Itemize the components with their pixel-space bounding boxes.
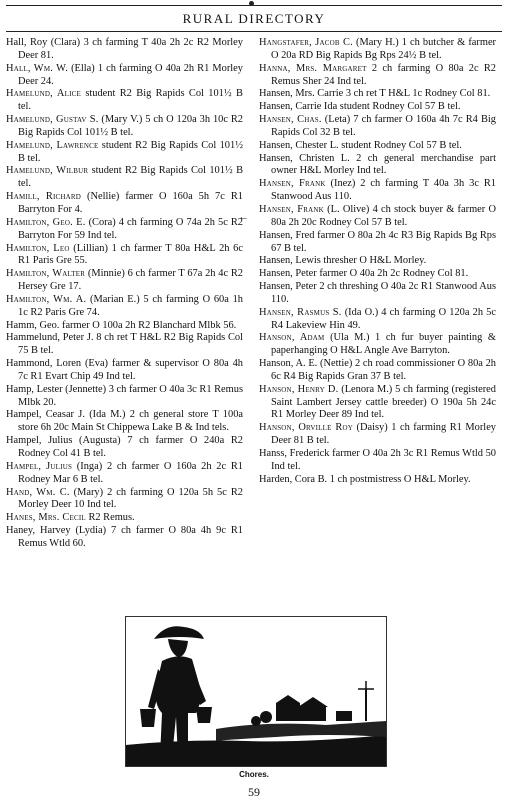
entry-details: 3 ch ret T H&L 1c Rodney Col 81. — [343, 88, 491, 100]
directory-entry — [259, 140, 496, 153]
entry-name: Hansen, Frank — [259, 203, 324, 215]
directory-entry — [6, 294, 243, 320]
chores-illustration — [125, 616, 387, 767]
entry-details: (Mary H.) 1 ch butcher & farmer O 20a RD Big Rapids Bg Rps 24½ B tel. — [271, 37, 497, 61]
entry-name: Hampel, Julius — [6, 460, 73, 472]
directory-entry — [6, 37, 243, 63]
entry-name: Hamilton, Wm. A. — [6, 293, 87, 305]
entry-details: farmer O 80a 2h 4c R3 Big Rapids Bg Rps 67 B tel. — [271, 229, 497, 254]
entry-details: student Rodney Col 57 B tel. — [338, 139, 462, 151]
entry-details: 2 ch threshing O 40a 2c R1 Stanwood Aus 110. — [271, 281, 496, 305]
directory-entry — [259, 37, 496, 63]
entry-name: Hansen, Fred — [259, 229, 315, 241]
entry-name: Hansen, Mrs. Carrie — [259, 88, 344, 100]
directory-entry — [259, 63, 496, 89]
entry-name: Hansen, Frank — [259, 178, 326, 190]
directory-entry — [259, 230, 496, 256]
entry-details: (Inga) 2 ch farmer O 160a 2h 2c R1 Rodney Mar 6 B tel. — [18, 460, 243, 485]
entry-details: (Lenora M.) 5 ch farming (registered Saint Lambert Jersey cattle breeder) O 190a 5h 24c R1 Morley Deer 89 Ind tel. — [271, 383, 496, 421]
directory-entry — [259, 255, 496, 268]
top-rule — [6, 5, 502, 6]
entry-name: Hamp, Lester (Jennette) — [6, 383, 107, 395]
arrow-marker-icon: ← — [238, 211, 249, 223]
left-column — [6, 37, 243, 551]
directory-entry — [259, 101, 496, 114]
directory-entry — [259, 268, 496, 281]
entry-name: Hampel, Julius (Augusta) — [6, 435, 121, 447]
entry-details: 2 ch general merchandise part owner H&L Morley Ind tel. — [271, 152, 496, 177]
entry-name: Hamm, Geo. — [6, 319, 60, 331]
entry-details: student Rodney Col 57 B tel. — [337, 101, 461, 113]
entry-details: (Leta) 7 ch farmer O 160a 4h 7c R4 Big Rapids Col 32 B tel. — [271, 114, 496, 138]
entry-details: farmer & supervisor O 80a 4h 7c R1 Evart Chip 49 Ind tel. — [18, 358, 243, 382]
entry-name: Hansen, Christen L. — [259, 152, 350, 164]
entry-name: Hanson, Adam — [259, 332, 325, 344]
entry-details: 7 ch farmer O 240a R2 Rodney Col 41 B tel. — [18, 435, 243, 459]
page-header: RURAL DIRECTORY — [182, 11, 326, 26]
directory-entry — [6, 88, 243, 114]
entry-details: student R2 Big Rapids Col 101½ B tel. — [18, 88, 243, 113]
directory-entry — [6, 384, 243, 410]
entry-name: Harden, Cora B. — [259, 473, 328, 485]
directory-entry — [259, 448, 496, 474]
right-column — [259, 37, 496, 487]
directory-entry — [6, 332, 243, 358]
directory-entry — [259, 358, 496, 384]
entry-name: Hangstafer, Jacob C. — [259, 37, 353, 48]
entry-name: Hamilton, Geo. E. — [6, 216, 86, 228]
illustration-caption: Chores. — [239, 770, 269, 779]
entry-name: Hansen, Chas. — [259, 114, 322, 126]
entry-name: Hall, Wm. W. — [6, 62, 68, 74]
entry-name: Hanson, Henry D. — [259, 383, 339, 395]
directory-entry — [6, 512, 243, 525]
entry-details: student R2 Big Rapids Col 101½ B tel. — [18, 165, 243, 190]
directory-entry — [6, 165, 243, 191]
entry-details: (Daisy) 1 ch farming R1 Morley Deer 81 B tel. — [271, 422, 496, 447]
entry-name: Hamelund, Lawrence — [6, 139, 99, 151]
directory-entry — [259, 281, 496, 307]
top-bullet-ornament — [249, 1, 254, 6]
entry-name: Hamilton, Walter — [6, 268, 86, 280]
directory-entry — [259, 153, 496, 179]
directory-entry — [6, 63, 243, 89]
directory-entry — [6, 409, 243, 435]
entry-name: Hansen, Peter — [259, 281, 317, 293]
entry-details: farmer O 100a 2h R2 Blanchard Mlbk 56. — [59, 319, 237, 331]
directory-entry — [259, 422, 496, 448]
directory-entry — [6, 268, 243, 294]
entry-name: Hand, Wm. C. — [6, 486, 70, 498]
directory-entry — [6, 320, 243, 333]
directory-entry — [6, 243, 243, 269]
entry-details: (Mary V.) 5 ch O 120a 3h 10c R2 Big Rapids Col 101½ B tel. — [18, 114, 243, 138]
entry-details: (Ula M.) 1 ch fur buyer painting & paperhanging O H&L Angle Ave Barryton. — [271, 332, 496, 357]
entry-name: Hanna, Mrs. Margaret — [259, 62, 367, 74]
entry-name: Hampel, Ceasar J. — [6, 409, 85, 421]
entry-name: Hansen, Rasmus S. — [259, 306, 342, 318]
entry-details: (Cora) 4 ch farming O 74a 2h 5c R2 Barryton For 59 Ind tel. — [18, 216, 243, 241]
entry-details: (Ida M.) 2 ch general store T 100a store 6h 20c Main St Chippewa Lake B & Ind tels. — [18, 409, 243, 434]
entry-name: Hanes, Mrs. Cecil — [6, 512, 86, 524]
directory-entry — [6, 358, 243, 384]
entry-name: Haney, Harvey (Lydia) — [6, 525, 107, 537]
directory-entry — [6, 114, 243, 140]
entry-name: Hall, Roy (Clara) — [6, 37, 81, 48]
entry-name: Hansen, Chester L. — [259, 139, 339, 151]
directory-entry — [259, 88, 496, 101]
entry-name: Hanson, Orville Roy — [259, 422, 353, 434]
entry-name: Hamelund, Alice — [6, 88, 81, 100]
directory-entry — [6, 217, 243, 243]
entry-details: 2 ch farming O 80a 2c R2 Remus Sher 24 Ind tel. — [271, 62, 496, 87]
entry-name: Hamelund, Gustav S. — [6, 114, 99, 126]
entry-details: thresher O H&L Morley. — [320, 255, 427, 267]
entry-name: Hanson, A. E. — [259, 358, 318, 370]
directory-entry — [6, 435, 243, 461]
entry-details: (Nettie) 2 ch road commissioner O 80a 2h 6c R4 Big Rapids Gran 37 B tel. — [271, 358, 496, 382]
entry-name: Hansen, Carrie Ida — [259, 101, 338, 113]
entry-details: 1 ch postmistress O H&L Morley. — [327, 473, 471, 485]
page-number: 59 — [248, 785, 260, 799]
directory-entry — [259, 178, 496, 204]
farmer-silhouette-icon — [126, 617, 386, 766]
entry-name: Hansen, Lewis — [259, 255, 321, 267]
entry-details: 7 ch farmer O 80a 4h 9c R1 Remus Wtld 60. — [18, 525, 243, 549]
entry-name: Hamelund, Wilbur — [6, 165, 89, 177]
directory-entry — [259, 384, 496, 423]
entry-name: Hammond, Loren (Eva) — [6, 358, 109, 370]
entry-details: student R2 Big Rapids Col 101½ B tel. — [18, 139, 243, 164]
directory-entry — [259, 332, 496, 358]
header-rule — [6, 31, 502, 32]
entry-details: (Ida O.) 4 ch farming O 120a 2h 5c R4 Lakeview Hin 49. — [271, 306, 496, 331]
directory-entry — [6, 487, 243, 513]
entry-details: (Marian E.) 5 ch farming O 60a 1h 1c R2 Paris Gre 74. — [18, 293, 243, 318]
directory-entry — [259, 474, 496, 487]
entry-details: (Mary) 2 ch farming O 120a 5h 5c R2 Morley Deer 10 Ind tel. — [18, 486, 243, 511]
entry-name: Hanss, Frederick — [259, 448, 330, 459]
entry-details: (Minnie) 6 ch farmer T 67a 2h 4c R2 Hersey Gre 17. — [18, 268, 243, 293]
entry-details: R2 Remus. — [85, 512, 135, 524]
entry-details: (Lillian) 1 ch farmer T 80a H&L 2h 6c R1 Paris Gre 55. — [18, 242, 243, 267]
entry-details: 3 ch farmer O 40a 3c R1 Remus Mlbk 20. — [18, 383, 243, 408]
directory-entry — [6, 140, 243, 166]
entry-details: (Nellie) farmer O 160a 5h 7c R1 Barryton For 4. — [18, 191, 243, 215]
directory-entry — [259, 114, 496, 140]
entry-name: Hansen, Peter — [259, 268, 317, 280]
entry-name: Hammelund, Peter J. — [6, 332, 94, 344]
entry-details: (L. Olive) 4 ch stock buyer & farmer O 80a 2h 20c Rodney Col 57 B tel. — [271, 203, 496, 228]
directory-entry — [6, 461, 243, 487]
directory-entry — [259, 204, 496, 230]
directory-entry — [259, 307, 496, 333]
entry-details: (Inez) 2 ch farming T 40a 3h 3c R1 Stanwood Aus 110. — [271, 178, 497, 203]
entry-details: farmer O 40a 2h 2c Rodney Col 81. — [316, 268, 469, 280]
directory-entry — [6, 525, 243, 551]
entry-details: farmer O 40a 2h 3c R1 Remus Wtld 50 Ind tel. — [271, 448, 496, 472]
entry-details: 3 ch farming T 40a 2h 2c R2 Morley Deer 81. — [18, 37, 243, 61]
entry-details: (Ella) 1 ch farming O 40a 2h R1 Morley Deer 24. — [18, 62, 243, 87]
directory-entry — [6, 191, 243, 217]
entry-name: Hamill, Richard — [6, 191, 82, 203]
entry-details: 8 ch ret T H&L R2 Big Rapids Col 75 B tel. — [18, 332, 243, 357]
entry-name: Hamilton, Leo — [6, 242, 70, 254]
